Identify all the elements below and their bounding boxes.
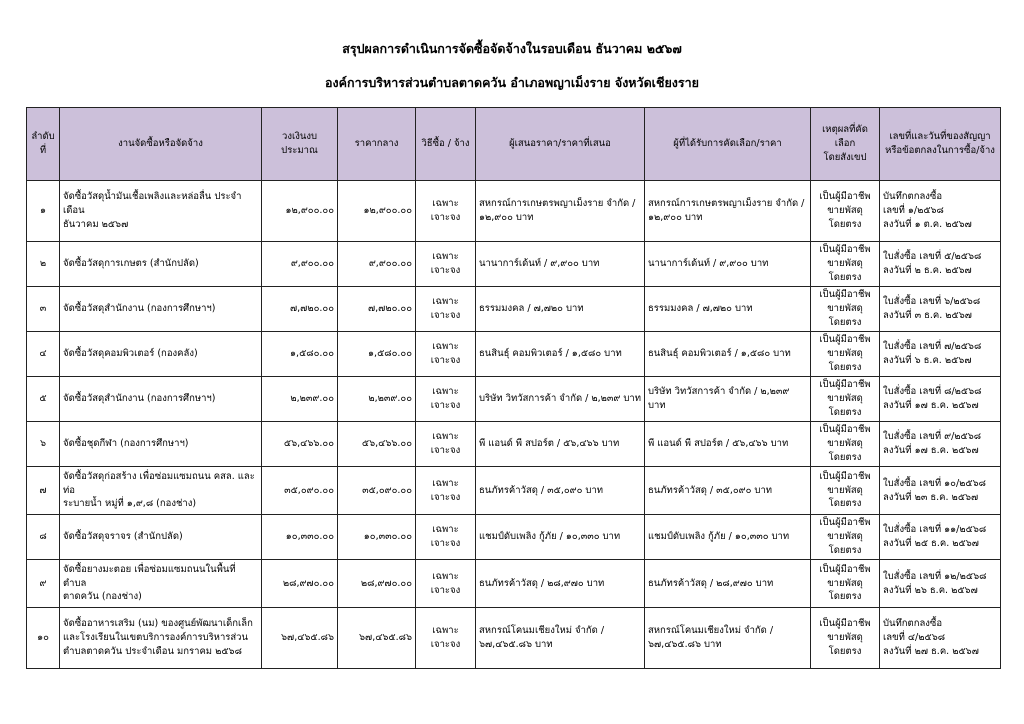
- cell-median-price: ๗,๗๒๐.๐๐: [338, 287, 416, 332]
- table-row: [27, 181, 1001, 242]
- procurement-table: [26, 107, 1001, 669]
- cell-method: เฉพาะเจาะจง: [416, 181, 476, 242]
- cell-contract: ใบสั่งซื้อ เลขที่ ๙/๒๕๖๘ ลงวันที่ ๑๗ ธ.ค. ๒๕๖๗: [880, 422, 1001, 467]
- table-row: [27, 560, 1001, 608]
- table-row: [27, 467, 1001, 515]
- cell-budget: ๑๒,๙๐๐.๐๐: [262, 181, 338, 242]
- cell-contract: ใบสั่งซื้อ เลขที่ ๘/๒๕๖๘ ลงวันที่ ๑๗ ธ.ค. ๒๕๖๗: [880, 377, 1001, 422]
- cell-no: ๔: [27, 332, 60, 377]
- table-row: [27, 608, 1001, 669]
- cell-method: เฉพาะเจาะจง: [416, 608, 476, 669]
- cell-method: เฉพาะเจาะจง: [416, 422, 476, 467]
- cell-contract: ใบสั่งซื้อ เลขที่ ๕/๒๕๖๘ ลงวันที่ ๒ ธ.ค. ๒๕๖๗: [880, 242, 1001, 287]
- header-method: วิธีซื้อ / จ้าง: [416, 108, 476, 181]
- cell-method: เฉพาะเจาะจง: [416, 377, 476, 422]
- cell-reason: เป็นผู้มีอาชีพ ขายพัสดุโดยตรง: [811, 242, 880, 287]
- cell-no: ๙: [27, 560, 60, 608]
- cell-median-price: ๕๖,๔๖๖.๐๐: [338, 422, 416, 467]
- cell-method: เฉพาะเจาะจง: [416, 515, 476, 560]
- cell-reason: เป็นผู้มีอาชีพ ขายพัสดุโดยตรง: [811, 422, 880, 467]
- table-row: [27, 242, 1001, 287]
- table-row: [27, 422, 1001, 467]
- cell-budget: ๑,๕๘๐.๐๐: [262, 332, 338, 377]
- cell-no: ๑๐: [27, 608, 60, 669]
- cell-reason: เป็นผู้มีอาชีพ ขายพัสดุโดยตรง: [811, 560, 880, 608]
- cell-contract: ใบสั่งซื้อ เลขที่ ๑๑/๒๕๖๘ ลงวันที่ ๒๕ ธ.ค. ๒๕๖๗: [880, 515, 1001, 560]
- header-bidder: ผู้เสนอราคา/ราคาที่เสนอ: [476, 108, 645, 181]
- cell-reason: เป็นผู้มีอาชีพ ขายพัสดุโดยตรง: [811, 608, 880, 669]
- cell-median-price: ๙,๙๐๐.๐๐: [338, 242, 416, 287]
- table-row: [27, 377, 1001, 422]
- cell-bidder: ธรรมมงคล / ๗,๗๒๐ บาท: [476, 287, 645, 332]
- cell-method: เฉพาะเจาะจง: [416, 332, 476, 377]
- page-title: สรุปผลการดำเนินการจัดซื้อจัดจ้างในรอบเดือน ธันวาคม ๒๕๖๗: [342, 41, 682, 56]
- cell-no: ๑: [27, 181, 60, 242]
- cell-item: จัดซื้อชุดกีฬา (กองการศึกษาฯ): [60, 422, 262, 467]
- cell-bidder: บริษัท วิทวัสการค้า จำกัด / ๒,๒๓๙ บาท: [476, 377, 645, 422]
- cell-item: จัดซื้อวัสดุการเกษตร (สำนักปลัด): [60, 242, 262, 287]
- cell-bidder: นานาการ์เด้นท์ / ๙,๙๐๐ บาท: [476, 242, 645, 287]
- cell-winner: พี แอนด์ พี สปอร์ต / ๕๖,๔๖๖ บาท: [645, 422, 811, 467]
- cell-winner: สหกรณ์การเกษตรพญาเม็งราย จำกัด / ๑๒,๙๐๐ บาท: [645, 181, 811, 242]
- cell-item: จัดซื้ออาหารเสริม (นม) ของศูนย์พัฒนาเด็กเล็ก และโรงเรียนในเขตบริการองค์การบริหารส่วน ตำบลตาดควัน ประจำเดือน มกราคม ๒๕๖๘: [60, 608, 262, 669]
- cell-reason: เป็นผู้มีอาชีพ ขายพัสดุโดยตรง: [811, 377, 880, 422]
- cell-contract: บันทึกตกลงซื้อ เลขที่ ๑/๒๕๖๘ ลงวันที่ ๑ ต.ค. ๒๕๖๗: [880, 181, 1001, 242]
- cell-budget: ๑๐,๓๓๐.๐๐: [262, 515, 338, 560]
- cell-no: ๗: [27, 467, 60, 515]
- header-winner: ผู้ที่ได้รับการคัดเลือก/ราคา: [645, 108, 811, 181]
- cell-item: จัดซื้อวัสดุคอมพิวเตอร์ (กองคลัง): [60, 332, 262, 377]
- table-row: [27, 515, 1001, 560]
- header-item: งานจัดซื้อหรือจัดจ้าง: [60, 108, 262, 181]
- cell-item: จัดซื้อวัสดุสำนักงาน (กองการศึกษาฯ): [60, 287, 262, 332]
- cell-reason: เป็นผู้มีอาชีพ ขายพัสดุโดยตรง: [811, 515, 880, 560]
- cell-no: ๒: [27, 242, 60, 287]
- cell-bidder: สหกรณ์โคนมเชียงใหม่ จำกัด / ๖๗,๔๖๕.๘๖ บาท: [476, 608, 645, 669]
- cell-no: ๓: [27, 287, 60, 332]
- page-subtitle: องค์การบริหารส่วนตำบลตาดควัน อำเภอพญาเม็งราย จังหวัดเชียงราย: [325, 75, 699, 90]
- cell-item: จัดซื้อวัสดุสำนักงาน (กองการศึกษาฯ): [60, 377, 262, 422]
- cell-winner: ธรรมมงคล / ๗,๗๒๐ บาท: [645, 287, 811, 332]
- cell-budget: ๖๗,๔๖๕.๘๖: [262, 608, 338, 669]
- cell-method: เฉพาะเจาะจง: [416, 287, 476, 332]
- cell-item: จัดซื้อวัสดุก่อสร้าง เพื่อซ่อมแซมถนน คสล. และท่อ ระบายน้ำ หมู่ที่ ๑,๙,๘ (กองช่าง): [60, 467, 262, 515]
- cell-winner: ธนสินธุ์ คอมพิวเตอร์ / ๑,๕๘๐ บาท: [645, 332, 811, 377]
- header-contract: เลขที่และวันที่ของสัญญา หรือข้อตกลงในการซื้อ/จ้าง: [880, 108, 1001, 181]
- header-budget: วงเงินงบประมาณ: [262, 108, 338, 181]
- cell-bidder: ธนภัทรค้าวัสดุ / ๓๕,๐๙๐ บาท: [476, 467, 645, 515]
- cell-median-price: ๑,๕๘๐.๐๐: [338, 332, 416, 377]
- cell-no: ๕: [27, 377, 60, 422]
- cell-budget: ๓๕,๐๙๐.๐๐: [262, 467, 338, 515]
- table-row: [27, 332, 1001, 377]
- cell-median-price: ๒๘,๙๗๐.๐๐: [338, 560, 416, 608]
- table-row: [27, 287, 1001, 332]
- cell-winner: ธนภัทรค้าวัสดุ / ๒๘,๙๗๐ บาท: [645, 560, 811, 608]
- cell-winner: บริษัท วิทวัสการค้า จำกัด / ๒,๒๓๙ บาท: [645, 377, 811, 422]
- cell-reason: เป็นผู้มีอาชีพ ขายพัสดุโดยตรง: [811, 287, 880, 332]
- cell-bidder: ธนภัทรค้าวัสดุ / ๒๘,๙๗๐ บาท: [476, 560, 645, 608]
- cell-winner: ธนภัทรค้าวัสดุ / ๓๕,๐๙๐ บาท: [645, 467, 811, 515]
- cell-reason: เป็นผู้มีอาชีพ ขายพัสดุโดยตรง: [811, 332, 880, 377]
- header-no: ลำดับที่: [27, 108, 60, 181]
- cell-bidder: สหกรณ์การเกษตรพญาเม็งราย จำกัด / ๑๒,๙๐๐ บาท: [476, 181, 645, 242]
- cell-contract: บันทึกตกลงซื้อ เลขที่ ๔/๒๕๖๘ ลงวันที่ ๒๗ ธ.ค. ๒๕๖๗: [880, 608, 1001, 669]
- cell-budget: ๒,๒๓๙.๐๐: [262, 377, 338, 422]
- cell-item: จัดซื้อวัสดุจราจร (สำนักปลัด): [60, 515, 262, 560]
- cell-bidder: ธนสินธุ์ คอมพิวเตอร์ / ๑,๕๘๐ บาท: [476, 332, 645, 377]
- header-median-price: ราคากลาง: [338, 108, 416, 181]
- cell-reason: เป็นผู้มีอาชีพ ขายพัสดุโดยตรง: [811, 181, 880, 242]
- cell-item: จัดซื้อวัสดุน้ำมันเชื้อเพลิงและหล่อลื่น ประจำเดือน ธันวาคม ๒๕๖๗: [60, 181, 262, 242]
- cell-median-price: ๒,๒๓๙.๐๐: [338, 377, 416, 422]
- cell-method: เฉพาะเจาะจง: [416, 242, 476, 287]
- cell-bidder: พี แอนด์ พี สปอร์ต / ๕๖,๔๖๖ บาท: [476, 422, 645, 467]
- cell-budget: ๕๖,๔๖๖.๐๐: [262, 422, 338, 467]
- cell-budget: ๗,๗๒๐.๐๐: [262, 287, 338, 332]
- cell-contract: ใบสั่งซื้อ เลขที่ ๗/๒๕๖๘ ลงวันที่ ๖ ธ.ค. ๒๕๖๗: [880, 332, 1001, 377]
- cell-median-price: ๑๒,๙๐๐.๐๐: [338, 181, 416, 242]
- cell-reason: เป็นผู้มีอาชีพ ขายพัสดุโดยตรง: [811, 467, 880, 515]
- cell-method: เฉพาะเจาะจง: [416, 560, 476, 608]
- cell-contract: ใบสั่งซื้อ เลขที่ ๑๐/๒๕๖๘ ลงวันที่ ๒๓ ธ.ค. ๒๕๖๗: [880, 467, 1001, 515]
- cell-contract: ใบสั่งซื้อ เลขที่ ๑๒/๒๕๖๘ ลงวันที่ ๒๖ ธ.ค. ๒๕๖๗: [880, 560, 1001, 608]
- table-header-row: [27, 108, 1001, 181]
- cell-budget: ๙,๙๐๐.๐๐: [262, 242, 338, 287]
- cell-winner: แชมป์ดับเพลิง กู้ภัย / ๑๐,๓๓๐ บาท: [645, 515, 811, 560]
- cell-item: จัดซื้อยางมะตอย เพื่อซ่อมแซมถนนในพื้นที่ตำบล ตาดควัน (กองช่าง): [60, 560, 262, 608]
- cell-median-price: ๓๕,๐๙๐.๐๐: [338, 467, 416, 515]
- cell-budget: ๒๘,๙๗๐.๐๐: [262, 560, 338, 608]
- cell-winner: สหกรณ์โคนมเชียงใหม่ จำกัด / ๖๗,๔๖๕.๘๖ บาท: [645, 608, 811, 669]
- cell-bidder: แชมป์ดับเพลิง กู้ภัย / ๑๐,๓๓๐ บาท: [476, 515, 645, 560]
- cell-median-price: ๑๐,๓๓๐.๐๐: [338, 515, 416, 560]
- cell-no: ๖: [27, 422, 60, 467]
- cell-contract: ใบสั่งซื้อ เลขที่ ๖/๒๕๖๘ ลงวันที่ ๓ ธ.ค. ๒๕๖๗: [880, 287, 1001, 332]
- cell-winner: นานาการ์เด้นท์ / ๙,๙๐๐ บาท: [645, 242, 811, 287]
- header-reason: เหตุผลที่คัดเลือก โดยสังเขป: [811, 108, 880, 181]
- cell-method: เฉพาะเจาะจง: [416, 467, 476, 515]
- cell-median-price: ๖๗,๔๖๕.๘๖: [338, 608, 416, 669]
- cell-no: ๘: [27, 515, 60, 560]
